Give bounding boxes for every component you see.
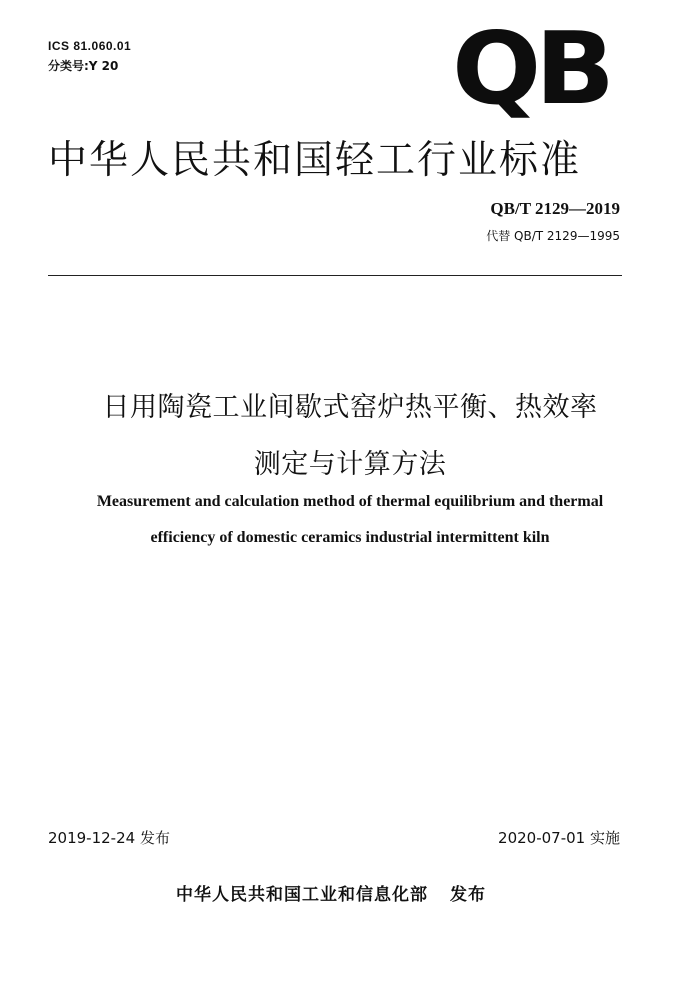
standard-number — [490, 198, 620, 220]
classification-code: 分类号:Y 20 — [48, 59, 119, 73]
standard-year: 2019 — [586, 199, 620, 218]
issuer — [176, 884, 486, 906]
title-cn-line2: 测定与计算方法 — [253, 449, 447, 480]
ics-code: ICS 81.060.01 — [48, 39, 132, 53]
issuer-action: 发布 — [450, 885, 486, 905]
issuer-name: 中华人民共和国工业和信息化部 — [176, 885, 428, 905]
industry-standard-title: 中华人民共和国轻工行业标准 — [48, 138, 582, 183]
standard-separator: — — [569, 199, 586, 218]
standard-code: 2129 — [535, 199, 569, 218]
issue-date: 2019-12-24 发布 — [48, 829, 170, 847]
implementation-date: 2020-07-01 实施 — [498, 829, 620, 847]
qb-logo: QB — [452, 10, 609, 127]
header-divider — [48, 275, 622, 276]
title-en-line2: efficiency of domestic ceramics industrial intermittent kiln — [150, 529, 550, 546]
replaces-standard: 代替 QB/T 2129—1995 — [486, 229, 620, 243]
title-cn-line1: 日用陶瓷工业间歇式窑炉热平衡、热效率 — [102, 392, 598, 423]
standard-prefix: QB/T — [490, 199, 531, 218]
title-en-line1: Measurement and calculation method of thermal equilibrium and thermal — [96, 493, 604, 510]
